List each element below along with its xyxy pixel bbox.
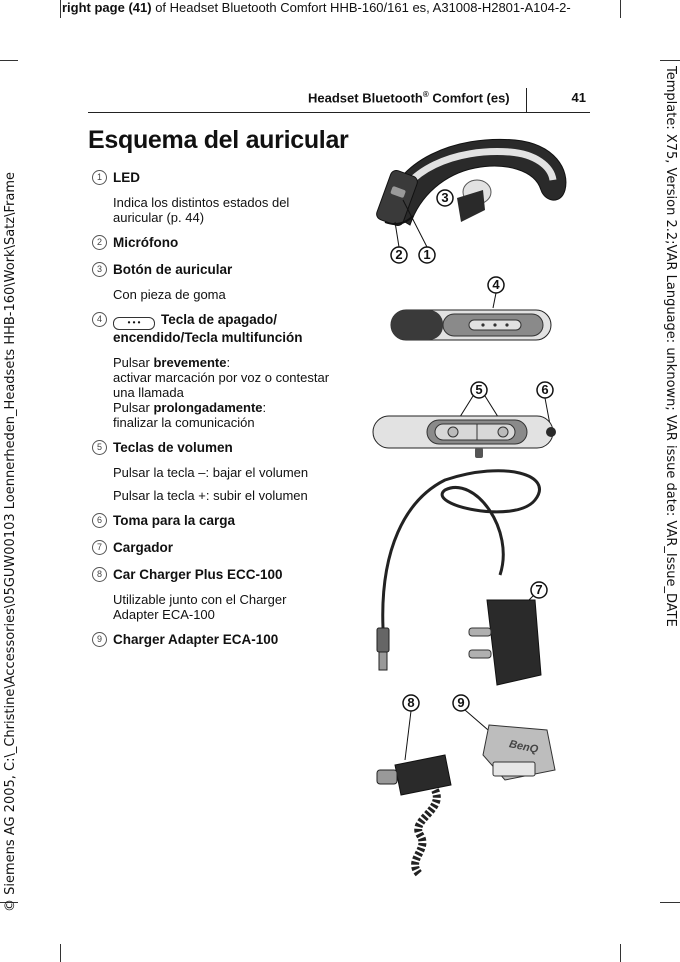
item-number: 1	[92, 170, 107, 185]
copyright-path: © Siemens AG 2005, C:\_Christine\Accessories\05GUW00103 Loennerheden_Headsets HHB-160\Work\Satz\Frame	[3, 172, 18, 912]
item-number: 2	[92, 235, 107, 250]
item-label: Toma para la carga	[113, 513, 236, 528]
item-description: Con pieza de goma	[113, 287, 226, 302]
page-label: right page (41)	[62, 0, 152, 15]
svg-text:8: 8	[407, 695, 415, 710]
svg-text:5: 5	[475, 382, 483, 397]
list-item	[92, 235, 332, 251]
svg-text:9: 9	[457, 695, 465, 710]
item-description: Pulsar la tecla –: bajar el volumen	[113, 465, 309, 480]
item-description: Pulsar brevemente: activar marcación por voz o contestar una llamada Pulsar prolongadamente: finalizar la comunicación	[113, 355, 330, 430]
page-number: 41	[571, 90, 586, 105]
item-number: 3	[92, 262, 107, 277]
item-label: Teclas de volumen	[113, 440, 233, 455]
headset-diagram	[365, 130, 590, 885]
document-reference: of Headset Bluetooth Comfort HHB-160/161 es, A31008-H2801-A104-2-	[151, 0, 571, 15]
list-item	[92, 262, 332, 302]
list-item	[92, 513, 332, 529]
headset-side-illustration	[375, 139, 566, 227]
item-number: 9	[92, 632, 107, 647]
page-meta-line	[62, 0, 680, 16]
running-header	[88, 88, 590, 113]
item-description: Pulsar la tecla +: subir el volumen	[113, 488, 308, 503]
page-title: Esquema del auricular	[88, 126, 349, 154]
template-info: Template: X75, Version 2.2;VAR Language: unknown; VAR issue date: VAR_Issue_DATE	[663, 66, 678, 627]
multifunction-key-icon: • • •	[113, 317, 155, 330]
parts-list	[92, 170, 332, 658]
list-item	[92, 312, 332, 430]
header-divider	[526, 88, 527, 112]
list-item	[92, 440, 332, 503]
item-number: 5	[92, 440, 107, 455]
headset-volume-illustration	[373, 416, 556, 458]
item-label: Cargador	[113, 540, 174, 555]
svg-text:1: 1	[423, 247, 431, 262]
header-title: Headset Bluetooth® Comfort (es)	[308, 90, 510, 106]
item-number: 8	[92, 567, 107, 582]
charger-illustration	[377, 471, 541, 685]
svg-text:3: 3	[441, 190, 449, 205]
item-number: 6	[92, 513, 107, 528]
item-label: Botón de auricular	[113, 262, 233, 277]
item-label: LED	[113, 170, 140, 185]
benq-logo: BenQ	[508, 738, 540, 756]
headset-top-illustration	[391, 310, 551, 340]
list-item	[92, 540, 332, 556]
right-margin-note	[660, 0, 680, 962]
svg-text:7: 7	[535, 582, 543, 597]
item-number: 4	[92, 312, 107, 327]
crop-mark	[620, 944, 621, 962]
svg-text:4: 4	[492, 277, 500, 292]
car-charger-illustration	[377, 755, 451, 875]
list-item	[92, 632, 332, 648]
item-number: 7	[92, 540, 107, 555]
charger-adapter-illustration	[483, 725, 555, 780]
list-item	[92, 170, 332, 225]
item-label: Charger Adapter ECA-100	[113, 632, 279, 647]
svg-text:2: 2	[395, 247, 403, 262]
item-label: • • • Tecla de apagado/ encendido/Tecla multifunción	[113, 312, 303, 345]
item-description: Indica los distintos estados del auricular (p. 44)	[113, 195, 290, 225]
item-description: Utilizable junto con el Charger Adapter ECA-100	[113, 592, 287, 622]
crop-mark	[60, 0, 61, 18]
list-item	[92, 567, 332, 622]
svg-text:6: 6	[541, 382, 549, 397]
crop-mark	[60, 944, 61, 962]
item-label: Micrófono	[113, 235, 179, 250]
item-label: Car Charger Plus ECC-100	[113, 567, 283, 582]
left-margin-note	[0, 0, 20, 962]
